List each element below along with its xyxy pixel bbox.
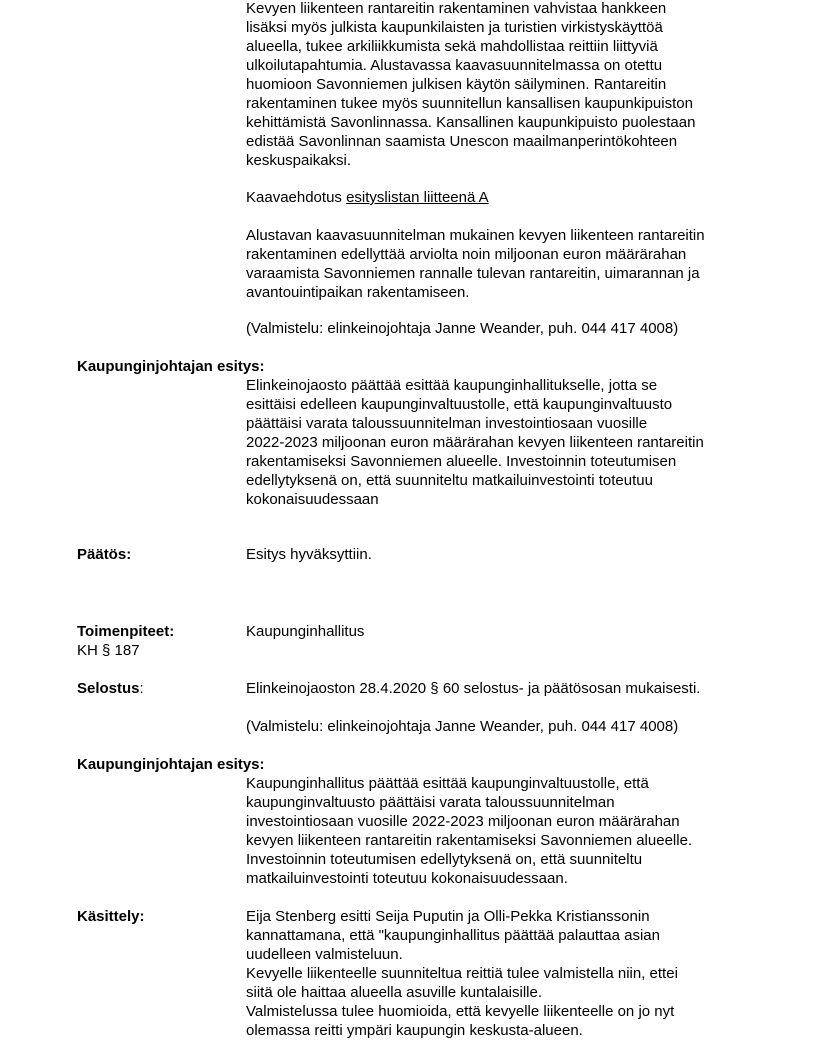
line: esittäisi edelleen kaupunginvaltuustolle, että kaupunginvaltuusto	[246, 396, 673, 413]
line: kevyen liikenteen rantareitin rakentamiseksi Savonniemen alueelle.	[246, 832, 693, 849]
line: Alustavan kaavasuunnitelman mukainen kevyen liikenteen rantareitin	[246, 227, 705, 244]
line: uudelleen valmisteluun.	[246, 946, 403, 963]
paatos-text: Esitys hyväksyttiin.	[246, 546, 372, 563]
line: edistää Savonlinnan saamista Unescon maailmanperintökohteen	[246, 133, 678, 150]
line: rakentaminen edellyttää arviolta noin miljoonan euron määrärahan	[246, 246, 687, 263]
line: 2022-2023 miljoonan euron määrärahan kevyen liikenteen rantareitin	[246, 434, 704, 451]
kaupunginjohtajan-esitys-1-text	[246, 376, 746, 509]
kaavaehdotus-line	[246, 188, 746, 207]
top-paragraph	[246, 0, 746, 170]
line: lisäksi myös julkista kaupunkilaisten ja turistien virkistyskäyttöä	[246, 19, 663, 36]
section-label-toimenpiteet: Toimenpiteet:	[77, 623, 175, 640]
attachment-link[interactable]: esityslistan liitteenä A	[346, 189, 489, 206]
line: varaamista Savonniemen rannalle tulevan rantareitin, uimarannan ja	[246, 265, 700, 282]
section-label-selostus	[77, 679, 144, 698]
line: kokonaisuudessaan	[246, 491, 379, 508]
section-label-kaupunginjohtajan-esitys-2: Kaupunginjohtajan esitys:	[77, 756, 265, 773]
toimenpiteet-sub: KH § 187	[77, 642, 140, 659]
line: huomioon Savonniemen julkisen käytön säilyminen. Rantareitin	[246, 76, 667, 93]
line: matkailuinvestointi toteutuu kokonaisuudessaan.	[246, 870, 568, 887]
line: päättäisi varata taloussuunnitelman investointiosaan vuosille	[246, 415, 648, 432]
line: Elinkeinojaosto päättää esittää kaupunginhallitukselle, jotta se	[246, 377, 658, 394]
valmistelu-note-2: (Valmistelu: elinkeinojohtaja Janne Weander, puh. 044 417 4008)	[246, 718, 679, 735]
line: Valmistelussa tulee huomioida, että kevyelle liikenteelle on jo nyt	[246, 1003, 675, 1020]
selostus-label: Selostus	[77, 680, 140, 697]
line: kaupunginvaltuusto päättäisi varata taloussuunnitelman	[246, 794, 615, 811]
line: alueella, tukee arkiliikkumista sekä mahdollistaa reittiin liittyviä	[246, 38, 658, 55]
line: ulkoilutapahtumia. Alustavassa kaavasuunnitelmassa on otettu	[246, 57, 663, 74]
alustavan-paragraph	[246, 226, 746, 302]
toimenpiteet-text: Kaupunginhallitus	[246, 623, 365, 640]
line: kehittämistä Savonlinnassa. Kansallinen kaupunkipuisto puolestaan	[246, 114, 696, 131]
line: Kevyelle liikenteelle suunniteltua reittiä tulee valmistella niin, ettei	[246, 965, 678, 982]
section-label-paatos: Päätös:	[77, 546, 132, 563]
line: Kevyen liikenteen rantareitin rakentaminen vahvistaa hankkeen	[246, 0, 667, 17]
section-label-kasittely: Käsittely:	[77, 908, 145, 925]
line: Eija Stenberg esitti Seija Puputin ja Olli-Pekka Kristianssonin	[246, 908, 650, 925]
selostus-text: Elinkeinojaoston 28.4.2020 § 60 selostus- ja päätösosan mukaisesti.	[246, 680, 701, 697]
line: investointiosaan vuosille 2022-2023 miljoonan euron määrärahan	[246, 813, 680, 830]
kasittely-text	[246, 907, 746, 1040]
selostus-colon: :	[139, 680, 144, 697]
line: rakentamiseksi Savonniemen alueelle. Investoinnin toteutumisen	[246, 453, 677, 470]
section-label-kaupunginjohtajan-esitys-1: Kaupunginjohtajan esitys:	[77, 358, 265, 375]
line: Kaupunginhallitus päättää esittää kaupunginvaltuustolle, että	[246, 775, 649, 792]
line: edellytyksenä on, että suunniteltu matkailuinvestointi toteutuu	[246, 472, 653, 489]
line: olemassa reitti ympäri kaupungin keskusta-alueen.	[246, 1022, 583, 1039]
line: avantouintipaikan rakentamiseen.	[246, 284, 470, 301]
kaupunginjohtajan-esitys-2-text	[246, 774, 746, 888]
line: keskuspaikaksi.	[246, 152, 352, 169]
line: rakentaminen tukee myös suunnitellun kansallisen kaupunkipuiston	[246, 95, 693, 112]
kaavaehdotus-prefix: Kaavaehdotus	[246, 189, 347, 206]
line: Investoinnin toteutumisen edellytyksenä on, että suunniteltu	[246, 851, 643, 868]
line: kannattamana, että "kaupunginhallitus päättää palauttaa asian	[246, 927, 660, 944]
line: siitä ole haittaa alueella asuville kuntalaisille.	[246, 984, 543, 1001]
valmistelu-note-1: (Valmistelu: elinkeinojohtaja Janne Weander, puh. 044 417 4008)	[246, 320, 679, 337]
